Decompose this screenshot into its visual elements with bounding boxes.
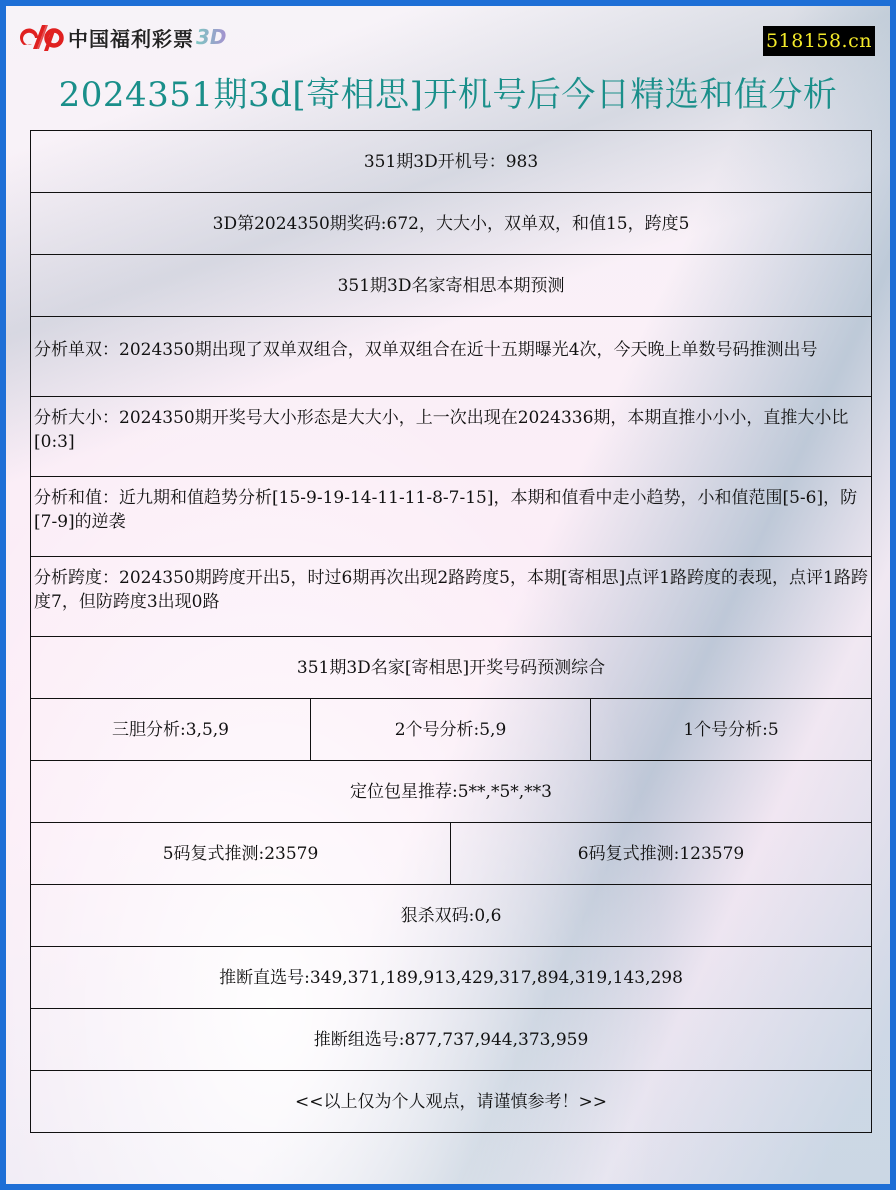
last-draw-cell: 3D第2024350期奖码:672，大大小，双单双，和值15，跨度5 (31, 193, 872, 255)
direct-picks-cell: 推断直选号:349,371,189,913,429,317,894,319,143,298 (31, 947, 872, 1009)
table-row (31, 557, 872, 637)
page-frame (6, 6, 890, 1184)
table-row (31, 699, 872, 761)
table-row (31, 823, 872, 885)
three-dan-cell: 三胆分析:3,5,9 (31, 699, 311, 761)
welfare-lottery-logo-icon (20, 21, 64, 53)
table-row (31, 761, 872, 823)
analysis-sum-text: 分析和值：近九期和值趋势分析[15-9-19-14-11-11-8-7-15]，本期和值看中走小趋势，小和值范围[5-6]，防[7-9]的逆袭 (34, 487, 858, 532)
page-title: 2024351期3d[寄相思]开机号后今日精选和值分析 (58, 75, 838, 115)
logo-text: 中国福利彩票 (68, 26, 194, 51)
table-row (31, 637, 872, 699)
table-row (31, 885, 872, 947)
six-code-cell: 6码复式推测:123579 (451, 823, 872, 885)
analysis-span-text: 分析跨度：2024350期跨度开出5，时过6期再次出现2路跨度5，本期[寄相思]点评1路跨度的表现，点评1路跨度7，但防跨度3出现0路 (34, 567, 868, 612)
table-row (31, 193, 872, 255)
table-row (31, 477, 872, 557)
table-row (31, 317, 872, 397)
header (6, 6, 890, 126)
forecast-heading-cell: 351期3D名家寄相思本期预测 (31, 255, 872, 317)
analysis-odd-even-cell (31, 317, 872, 397)
table-row (31, 1009, 872, 1071)
analysis-sum-cell (31, 477, 872, 557)
one-num-cell: 1个号分析:5 (591, 699, 872, 761)
table-row (31, 255, 872, 317)
analysis-big-small-cell (31, 397, 872, 477)
analysis-big-small-text: 分析大小：2024350期开奖号大小形态是大大小，上一次出现在2024336期，本期直推小小小，直推大小比[0:3] (34, 407, 849, 452)
logo-3d-text: 3D (196, 25, 227, 49)
table-row (31, 1071, 872, 1133)
forecast-table (30, 130, 872, 1133)
table-row (31, 131, 872, 193)
table-row (31, 947, 872, 1009)
analysis-odd-even-text: 分析单双：2024350期出现了双单双组合，双单双组合在近十五期曝光4次，今天晚上单数号码推测出号 (34, 339, 818, 360)
five-code-cell: 5码复式推测:23579 (31, 823, 451, 885)
group-picks-cell: 推断组选号:877,737,944,373,959 (31, 1009, 872, 1071)
disclaimer-cell: <<以上仅为个人观点，请谨慎参考！>> (31, 1071, 872, 1133)
position-cell: 定位包星推荐:5**,*5*,**3 (31, 761, 872, 823)
kill-double-cell: 狠杀双码:0,6 (31, 885, 872, 947)
analysis-span-cell (31, 557, 872, 637)
table-row (31, 397, 872, 477)
open-number-cell: 351期3D开机号：983 (31, 131, 872, 193)
two-num-cell: 2个号分析:5,9 (311, 699, 591, 761)
lottery-logo (20, 21, 227, 53)
summary-heading-cell: 351期3D名家[寄相思]开奖号码预测综合 (31, 637, 872, 699)
site-badge[interactable]: 518158.cn (763, 26, 875, 56)
